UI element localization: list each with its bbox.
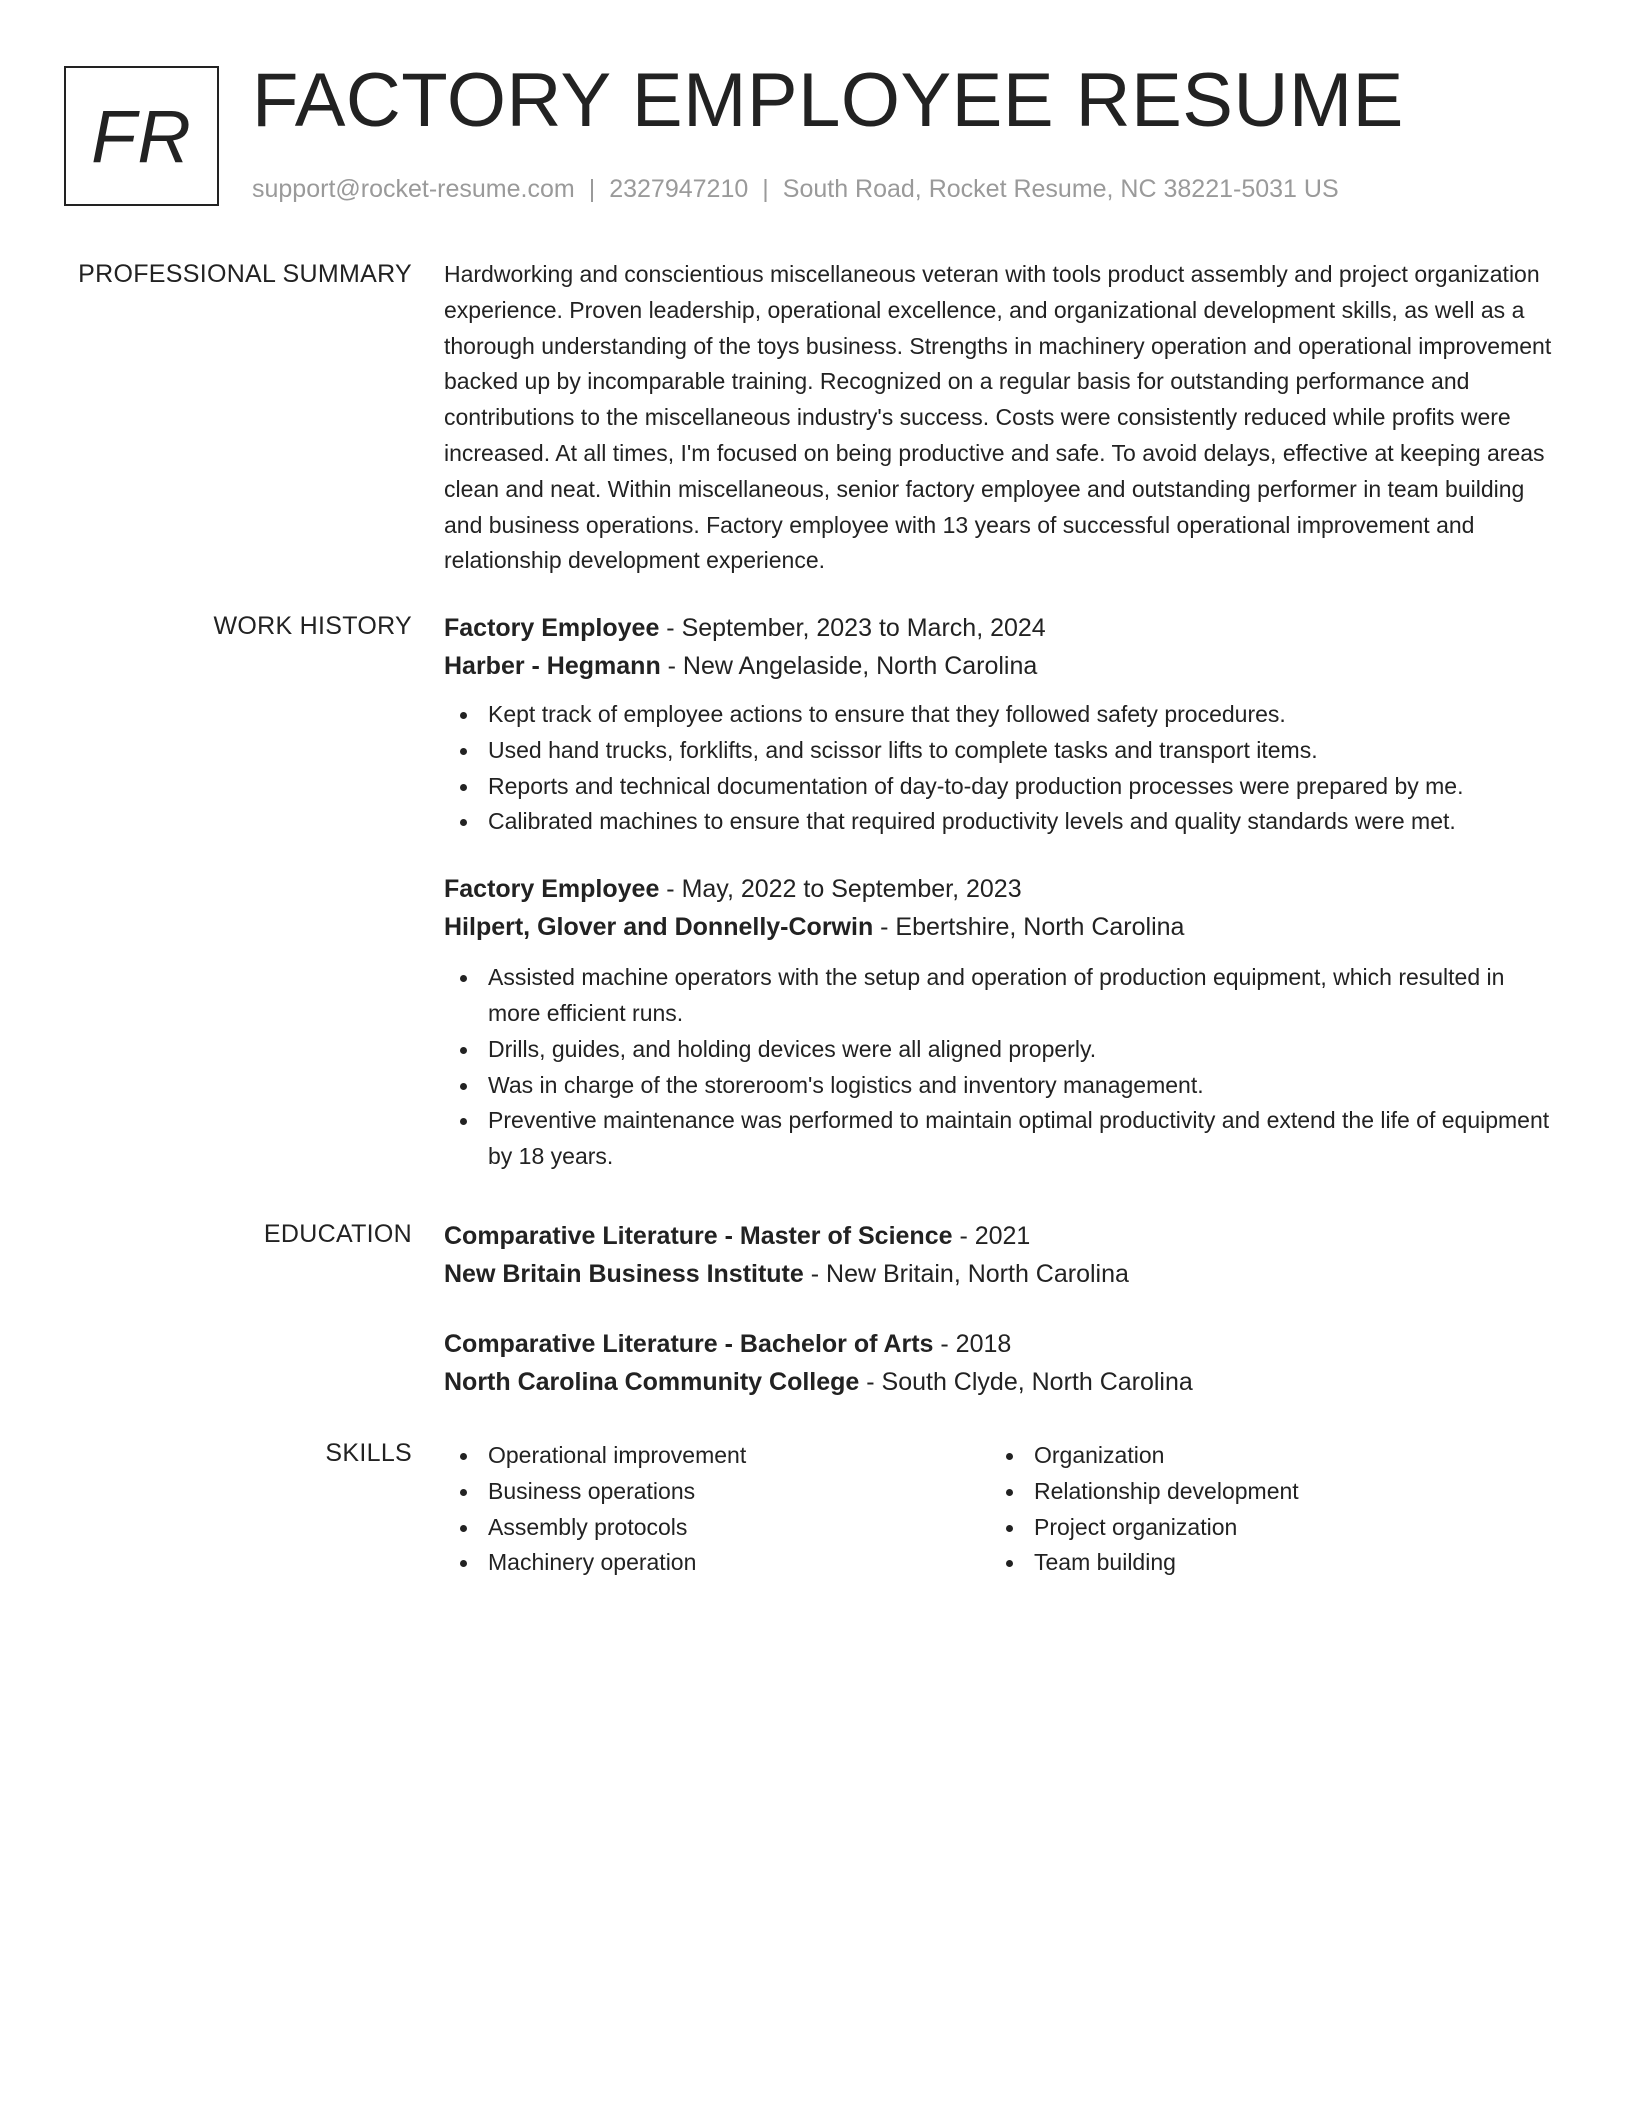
list-item: Reports and technical documentation of day-to-day production processes were prepared by me. — [444, 769, 1554, 805]
education-location: - New Britain, North Carolina — [803, 1260, 1129, 1288]
education-degree: Comparative Literature - Master of Science — [444, 1222, 953, 1250]
skill-item: Relationship development — [990, 1474, 1536, 1510]
summary-text: Hardworking and conscientious miscellaneous veteran with tools product assembly and project organization experience. Proven leadership, operational excellence, and organizational development skills, as well as a thorough understanding of the toys business. Strengths in machinery operation and operational improvement backed up by incomparable training. Recognized on a regular basis for outstanding performance and contributions to the miscellaneous industry's success. Costs were consistently reduced while profits were increased. At all times, I'm focused on being productive and safe. To avoid delays, effective at keeping areas clean and neat. Within miscellaneous, senior factory employee and outstanding performer in team building and business operations. Factory employee with 13 years of successful operational improvement and relationship development experience. — [444, 261, 1552, 574]
skill-item: Organization — [990, 1438, 1536, 1474]
list-item: Used hand trucks, forklifts, and scissor lifts to complete tasks and transport items. — [444, 733, 1554, 769]
section-label-education: EDUCATION — [263, 1220, 412, 1248]
skill-item: Operational improvement — [444, 1438, 990, 1474]
job-dates: - May, 2022 to September, 2023 — [659, 875, 1022, 904]
education-school-line — [444, 1255, 1554, 1293]
skill-item: Team building — [990, 1545, 1536, 1581]
skill-item: Project organization — [990, 1510, 1536, 1546]
job-company: Harber - Hegmann — [444, 652, 661, 680]
skills-body — [444, 1438, 1554, 1581]
job-bullets — [444, 697, 1554, 840]
job-dates: - September, 2023 to March, 2024 — [659, 614, 1046, 642]
summary-body — [444, 257, 1554, 579]
education-entry — [444, 1325, 1554, 1401]
monogram-box — [64, 66, 219, 206]
job-title: Factory Employee — [444, 614, 660, 642]
job-location: - New Angelaside, North Carolina — [660, 652, 1038, 680]
education-school-line — [444, 1363, 1554, 1401]
contact-line — [252, 172, 1339, 206]
job-title-line — [444, 609, 1554, 647]
resume-title: FACTORY EMPLOYEE RESUME — [252, 58, 1404, 143]
skill-item: Machinery operation — [444, 1545, 990, 1581]
job-title-line — [444, 870, 1554, 908]
contact-address: South Road, Rocket Resume, NC 38221-5031 US — [782, 175, 1339, 203]
contact-separator: | — [762, 175, 769, 203]
education-degree: Comparative Literature - Bachelor of Arts — [444, 1330, 934, 1358]
education-year: - 2018 — [933, 1330, 1012, 1358]
education-school: North Carolina Community College — [444, 1368, 860, 1396]
skill-item: Business operations — [444, 1474, 990, 1510]
work-history-body — [444, 609, 1554, 1175]
contact-phone[interactable]: 2327947210 — [609, 175, 749, 203]
job-title: Factory Employee — [444, 875, 660, 904]
list-item: Preventive maintenance was performed to maintain optimal productivity and extend the life of equipment by 18 years. — [444, 1103, 1554, 1175]
list-item: Calibrated machines to ensure that required productivity levels and quality standards were met. — [444, 804, 1554, 840]
job-location: - Ebertshire, North Carolina — [873, 913, 1185, 942]
job-company-line — [444, 647, 1554, 685]
education-degree-line — [444, 1217, 1554, 1255]
list-item: Kept track of employee actions to ensure that they followed safety procedures. — [444, 697, 1554, 733]
section-label-skills: SKILLS — [325, 1439, 412, 1467]
contact-separator: | — [588, 175, 596, 203]
job-entry — [444, 609, 1554, 840]
education-year: - 2021 — [952, 1222, 1031, 1250]
list-item: Assisted machine operators with the setup and operation of production equipment, which resulted in more efficient runs. — [444, 960, 1554, 1032]
job-bullets — [444, 960, 1554, 1175]
job-company-line — [444, 908, 1554, 946]
skill-item: Assembly protocols — [444, 1510, 990, 1546]
monogram-initials: FR — [91, 94, 192, 178]
education-body — [444, 1217, 1554, 1401]
list-item: Was in charge of the storeroom's logistics and inventory management. — [444, 1068, 1554, 1104]
contact-email[interactable]: support@rocket-resume.com — [252, 175, 575, 203]
job-entry — [444, 870, 1554, 1175]
education-school: New Britain Business Institute — [444, 1260, 804, 1288]
education-degree-line — [444, 1325, 1554, 1363]
list-item: Drills, guides, and holding devices were all aligned properly. — [444, 1032, 1554, 1068]
section-label-work-history: WORK HISTORY — [213, 612, 412, 640]
section-label-summary: PROFESSIONAL SUMMARY — [78, 260, 412, 288]
education-entry — [444, 1217, 1554, 1293]
job-company: Hilpert, Glover and Donnelly-Corwin — [444, 913, 874, 942]
skills-list — [444, 1438, 1554, 1581]
education-location: - South Clyde, North Carolina — [859, 1368, 1193, 1396]
